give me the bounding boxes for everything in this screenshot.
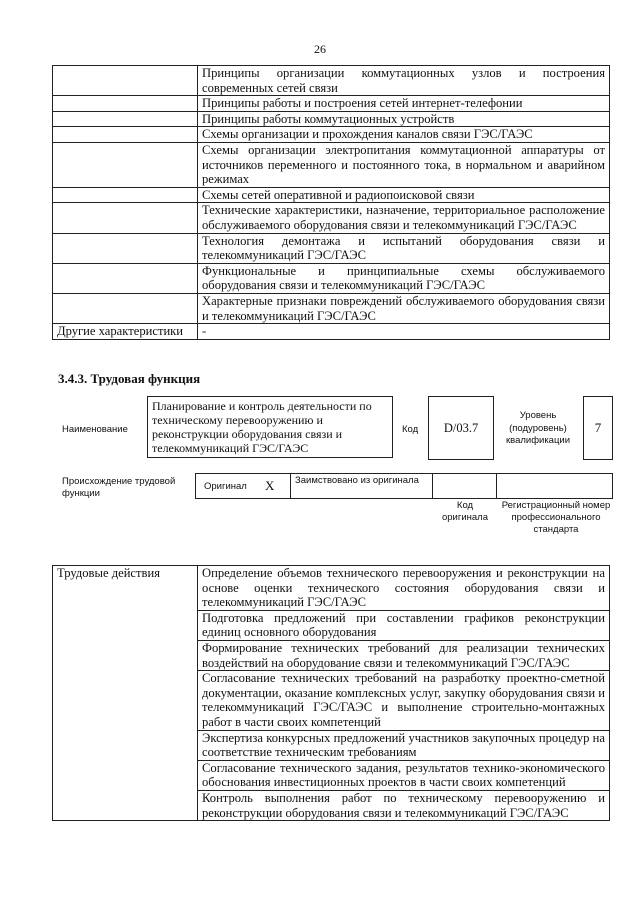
labor-action-item: Согласование технических требований на разработку проектно-сметной документации, оказание комплексных услуг, закупку оборудования связи и телекоммуникаций ГЭС/ГАЭС и выполнение строительно-монтажных работ в части своих компетенций	[198, 671, 610, 730]
original-mark: X	[265, 478, 275, 493]
divider	[290, 474, 291, 498]
divider	[432, 474, 433, 498]
table-row	[53, 233, 610, 263]
code-value: D/03.7	[443, 421, 479, 435]
row-label	[53, 96, 198, 112]
original-label: Оригинал	[204, 481, 247, 492]
row-value: Принципы работы и построения сетей интернет-телефонии	[198, 96, 610, 112]
row-label	[53, 142, 198, 187]
table-row	[53, 293, 610, 323]
row-label	[53, 233, 198, 263]
labor-actions-label: Трудовые действия	[53, 566, 198, 821]
page-number: 26	[314, 42, 326, 56]
table-row	[53, 324, 610, 340]
origin-label: Происхождение трудовой функции	[62, 476, 176, 499]
borrowed-label: Заимствовано из оригинала	[295, 475, 419, 486]
level-label: Уровень (подуровень) квалификации	[505, 410, 571, 446]
function-name-value: Планирование и контроль деятельности по техническому перевооружению и реконструкции оборудования связи и телекоммуникаций ГЭС/ГАЭС	[152, 399, 372, 455]
labor-action-item: Определение объемов технического перевооружения и реконструкции на основе оценки технического состояния оборудования связи и телекоммуникаций ГЭС/ГАЭС	[198, 566, 610, 611]
row-value: Технические характеристики, назначение, территориальное расположение обслуживаемого оборудования связи и телекоммуникаций ГЭС/ГАЭС	[198, 203, 610, 233]
row-value: Функциональные и принципиальные схемы обслуживаемого оборудования связи и телекоммуникаций ГЭС/ГАЭС	[198, 263, 610, 293]
labor-action-item: Контроль выполнения работ по техническому перевооружению и реконструкции оборудования связи и телекоммуникаций ГЭС/ГАЭС	[198, 790, 610, 820]
level-value: 7	[594, 420, 602, 435]
table-row	[53, 96, 610, 112]
labor-action-item: Подготовка предложений при составлении графиков реконструкции единиц основного оборудования	[198, 610, 610, 640]
table-row	[53, 187, 610, 203]
table-row	[53, 142, 610, 187]
row-label	[53, 111, 198, 127]
labor-action-item: Формирование технических требований для реализации технических воздействий на оборудование связи и телекоммуникаций ГЭС/ГАЭС	[198, 640, 610, 670]
row-value: Схемы организации и прохождения каналов связи ГЭС/ГАЭС	[198, 127, 610, 143]
row-value: Технология демонтажа и испытаний оборудования связи и телекоммуникаций ГЭС/ГАЭС	[198, 233, 610, 263]
row-label: Другие характеристики	[53, 324, 198, 340]
divider	[496, 474, 497, 498]
row-label	[53, 203, 198, 233]
row-label	[53, 127, 198, 143]
section-heading: 3.4.3. Трудовая функция	[58, 371, 201, 386]
table-row	[53, 566, 610, 611]
code-label: Код	[402, 424, 419, 435]
table-row	[53, 127, 610, 143]
labor-action-item: Согласование технического задания, результатов технико-экономического обоснования инвестиционных проектов в части своих компетенций	[198, 760, 610, 790]
table-row	[53, 203, 610, 233]
level-box	[583, 396, 613, 460]
row-label	[53, 187, 198, 203]
code-original-caption: Код оригинала	[441, 500, 488, 523]
row-value: Схемы организации электропитания коммутационной аппаратуры от источников переменного и постоянного тока, в нормальном и аварийном режимах	[198, 142, 610, 187]
row-value: Принципы организации коммутационных узлов и построения современных сетей связи	[198, 66, 610, 96]
name-label: Наименование	[62, 424, 128, 435]
row-value: -	[198, 324, 610, 340]
row-value: Характерные признаки повреждений обслуживаемого оборудования связи и телекоммуникаций ГЭС/ГАЭС	[198, 293, 610, 323]
function-name-box	[147, 396, 393, 458]
labor-action-item: Экспертиза конкурсных предложений участников закупочных процедур на соответствие техническим требованиям	[198, 730, 610, 760]
code-box	[428, 396, 494, 460]
table-row	[53, 111, 610, 127]
row-value: Схемы сетей оперативной и радиопоисковой связи	[198, 187, 610, 203]
knowledge-table	[52, 65, 610, 340]
table-row	[53, 66, 610, 96]
row-label	[53, 66, 198, 96]
table-row	[53, 263, 610, 293]
reg-number-caption: Регистрационный номер профессионального стандарта	[501, 500, 611, 535]
labor-actions-table	[52, 565, 610, 821]
row-label	[53, 293, 198, 323]
row-value: Принципы работы коммутационных устройств	[198, 111, 610, 127]
row-label	[53, 263, 198, 293]
